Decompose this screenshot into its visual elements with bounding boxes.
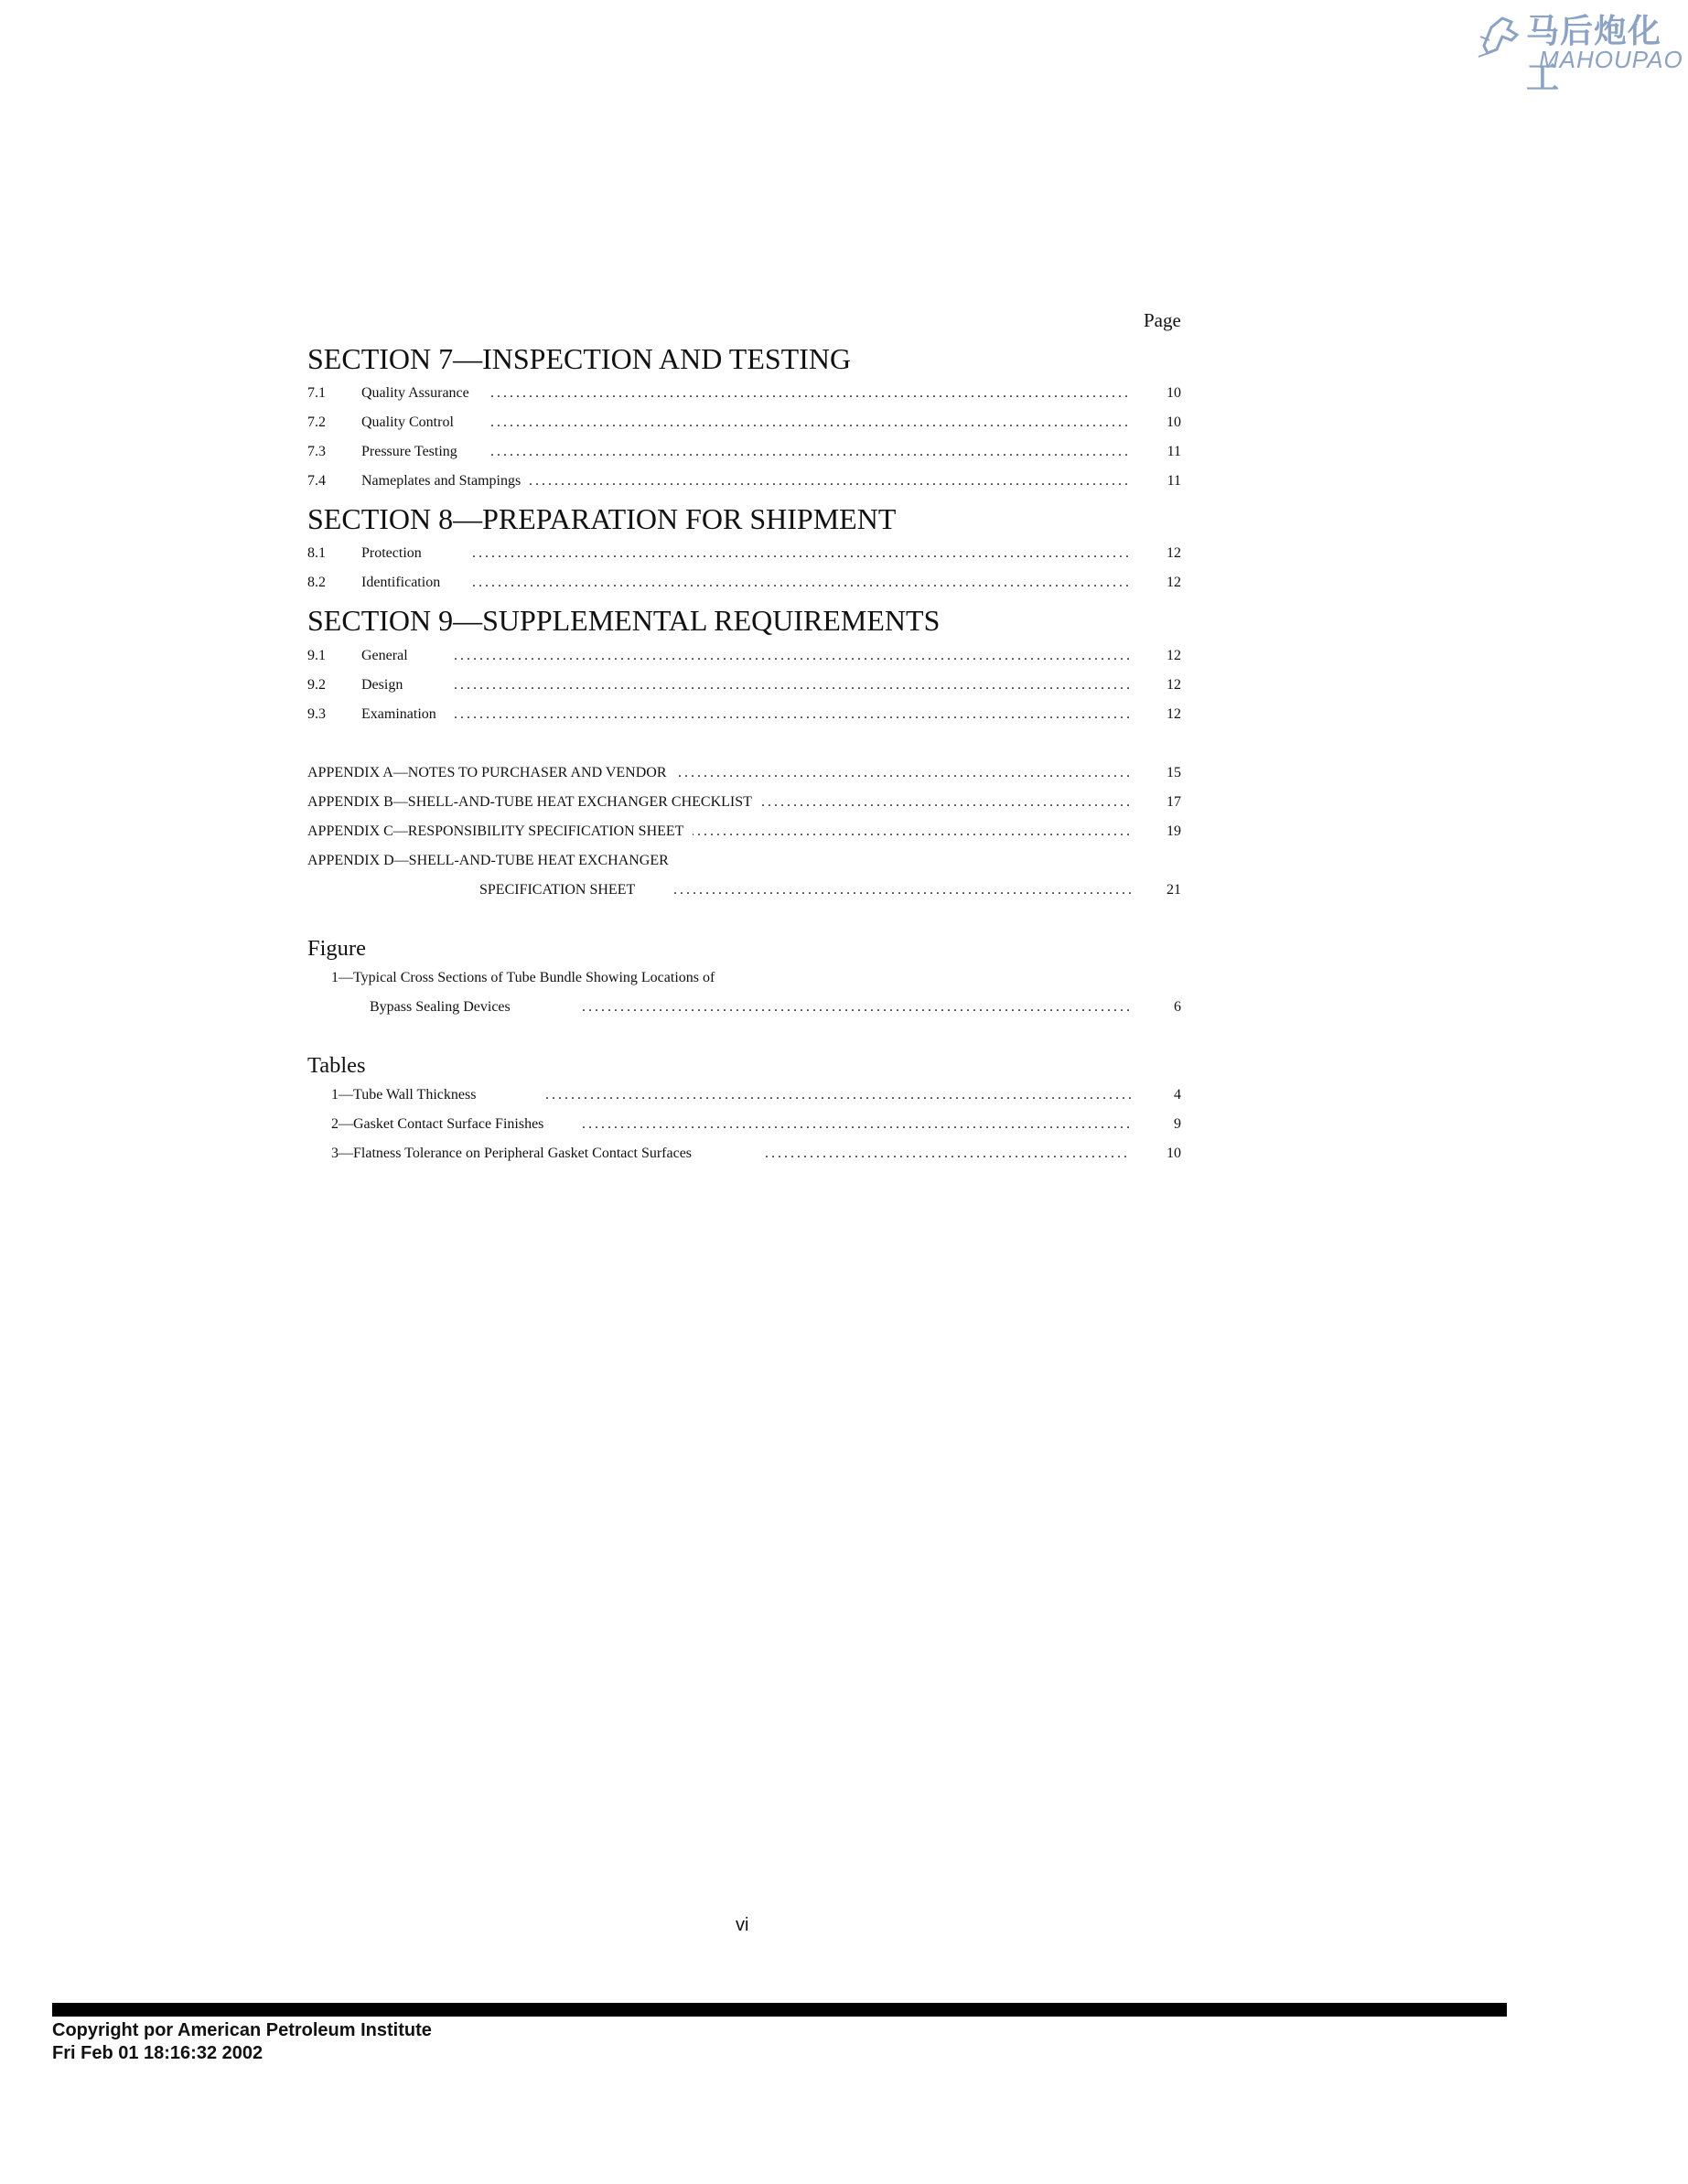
toc-entry-label: Quality Assurance — [361, 379, 478, 408]
toc-entry-number: 7.3 — [307, 444, 326, 459]
table-entry[interactable] — [307, 1110, 1181, 1139]
section-9-title: SECTION 9—SUPPLEMENTAL REQUIREMENTS — [307, 604, 941, 637]
appendix-d-entry-continued[interactable] — [307, 876, 1181, 905]
appendix-label: APPENDIX D—SHELL-AND-TUBE HEAT EXCHANGER — [307, 853, 669, 868]
figure-entry[interactable] — [307, 963, 1181, 993]
appendix-page: 15 — [1145, 758, 1181, 788]
appendix-label: APPENDIX C—RESPONSIBILITY SPECIFICATION SHEET — [307, 817, 693, 846]
appendix-page: 19 — [1145, 817, 1181, 846]
toc-entry[interactable] — [307, 568, 1181, 597]
toc-entry-page: 11 — [1145, 437, 1181, 467]
table-page: 4 — [1145, 1081, 1181, 1110]
toc-entry-number: 7.4 — [307, 473, 326, 489]
toc-entry-page: 11 — [1145, 467, 1181, 496]
figure-label: 1—Typical Cross Sections of Tube Bundle Showing Locations of — [331, 963, 724, 993]
section-7-title: SECTION 7—INSPECTION AND TESTING — [307, 342, 852, 375]
table-page: 9 — [1145, 1110, 1181, 1139]
toc-entry-label: Identification — [361, 568, 449, 597]
toc-entry-page: 12 — [1145, 641, 1181, 671]
toc-entry-number: 9.3 — [307, 706, 326, 722]
tables-heading: Tables — [307, 1053, 366, 1078]
toc-entry[interactable] — [307, 408, 1181, 437]
figure-label-continued: Bypass Sealing Devices — [370, 993, 520, 1022]
logo-latin-text: MAHOUPAO — [1539, 46, 1683, 73]
toc-entry-label: Protection — [361, 539, 431, 568]
mahoupao-logo — [1475, 5, 1683, 97]
appendix-label: APPENDIX A—NOTES TO PURCHASER AND VENDOR — [307, 758, 676, 788]
copyright-timestamp: Fri Feb 01 18:16:32 2002 — [52, 2043, 263, 2063]
appendix-b-entry[interactable] — [307, 788, 1181, 817]
appendix-c-entry[interactable] — [307, 817, 1181, 846]
table-page: 10 — [1145, 1139, 1181, 1168]
toc-entry-number: 7.2 — [307, 414, 326, 430]
logo-chinese-text: 马后炮化工 — [1526, 13, 1662, 97]
toc-entry-number: 9.2 — [307, 677, 326, 693]
appendix-page: 21 — [1145, 876, 1181, 905]
footer-divider — [52, 2003, 1507, 2017]
figure-heading: Figure — [307, 936, 366, 961]
figure-page: 6 — [1145, 993, 1181, 1022]
appendix-page: 17 — [1145, 788, 1181, 817]
toc-entry[interactable] — [307, 437, 1181, 467]
appendix-a-entry[interactable] — [307, 758, 1181, 788]
appendix-d-entry[interactable] — [307, 846, 1181, 876]
toc-entry[interactable] — [307, 641, 1181, 671]
toc-entry[interactable] — [307, 379, 1181, 408]
toc-entry-label: Pressure Testing — [361, 437, 467, 467]
toc-entry-page: 10 — [1145, 379, 1181, 408]
toc-entry-label: Quality Control — [361, 408, 463, 437]
horse-logo-icon — [1475, 9, 1530, 64]
toc-entry-page: 10 — [1145, 408, 1181, 437]
table-entry[interactable] — [307, 1139, 1181, 1168]
appendix-label-continued: SPECIFICATION SHEET — [479, 876, 644, 905]
toc-entry[interactable] — [307, 671, 1181, 700]
section-8-title: SECTION 8—PREPARATION FOR SHIPMENT — [307, 502, 897, 535]
toc-entry-label: Design — [361, 671, 412, 700]
table-label: 1—Tube Wall Thickness — [331, 1081, 485, 1110]
table-entry[interactable] — [307, 1081, 1181, 1110]
toc-entry-number: 7.1 — [307, 385, 326, 401]
toc-entry-number: 9.1 — [307, 648, 326, 663]
table-label: 3—Flatness Tolerance on Peripheral Gasket Contact Surfaces — [331, 1139, 701, 1168]
toc-entry-number: 8.2 — [307, 575, 326, 590]
page-column-header: Page — [1144, 309, 1181, 331]
figure-entry-continued[interactable] — [307, 993, 1181, 1022]
toc-entry-label: Examination — [361, 700, 446, 729]
toc-entry-page: 12 — [1145, 671, 1181, 700]
toc-entry-label: Nameplates and Stampings — [361, 467, 530, 496]
toc-entry-page: 12 — [1145, 568, 1181, 597]
toc-entry[interactable] — [307, 700, 1181, 729]
toc-entry[interactable] — [307, 467, 1181, 496]
toc-entry-page: 12 — [1145, 700, 1181, 729]
page-number: vi — [736, 1915, 749, 1935]
appendix-label: APPENDIX B—SHELL-AND-TUBE HEAT EXCHANGER CHECKLIST — [307, 788, 761, 817]
toc-entry[interactable] — [307, 539, 1181, 568]
toc-entry-page: 12 — [1145, 539, 1181, 568]
toc-entry-number: 8.1 — [307, 545, 326, 561]
copyright-notice — [52, 2019, 432, 2065]
toc-entry-label: General — [361, 641, 417, 671]
copyright-line-1: Copyright por American Petroleum Institute — [52, 2020, 432, 2040]
table-label: 2—Gasket Contact Surface Finishes — [331, 1110, 553, 1139]
